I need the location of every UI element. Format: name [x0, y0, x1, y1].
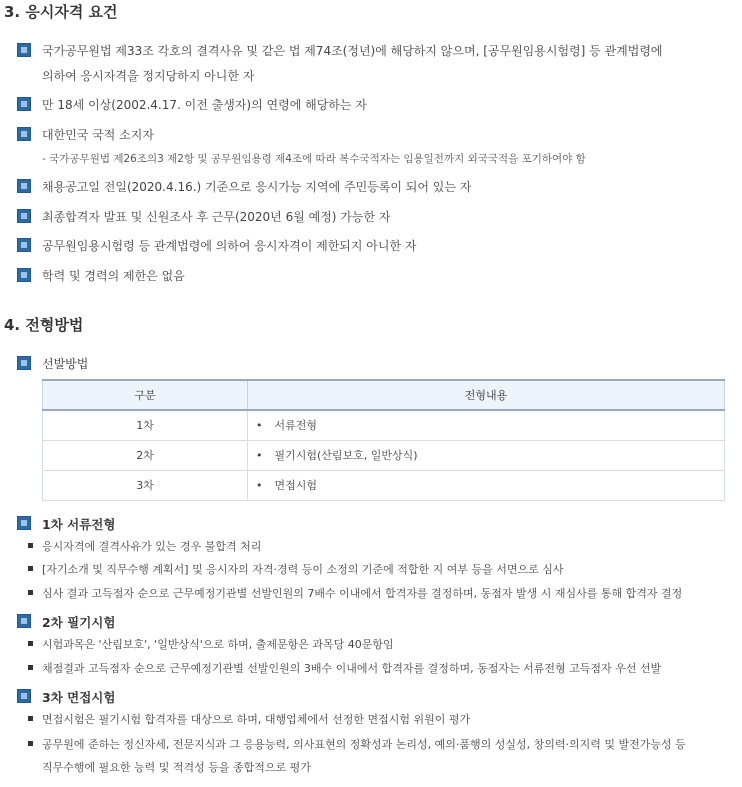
square-bullet-icon — [17, 43, 31, 57]
table-cell-content — [248, 470, 725, 500]
stage-3-title: 3차 면접시험 — [42, 690, 116, 705]
requirement-item-5: 최종합격자 발표 및 신원조사 후 근무(2020년 6월 예정) 가능한 자 — [42, 210, 391, 224]
table-cell-stage: 3차 — [43, 470, 248, 500]
stage-3-bullet-2-line-1: 공무원에 준하는 정신자세, 전문지식과 그 응용능력, 의사표현의 정확성과 논리성, 예의·품행의 성실성, 창의력·의지력 및 발전가능성 등 — [42, 738, 686, 751]
requirement-item-7: 학력 및 경력의 제한은 없음 — [42, 269, 185, 283]
selection-method-label: 선발방법 — [42, 357, 89, 371]
table-row — [43, 440, 725, 470]
square-bullet-icon — [17, 268, 31, 282]
table-cell-content — [248, 410, 725, 440]
stage-3-bullet-2-line-2: 직무수행에 필요한 능력 및 적격성 등을 종합적으로 평가 — [42, 761, 311, 774]
square-bullet-icon — [17, 689, 31, 703]
table-cell-stage: 1차 — [43, 410, 248, 440]
bullet-icon — [28, 641, 33, 646]
stage-1-bullet-1: 응시자격에 결격사유가 있는 경우 불합격 처리 — [42, 540, 262, 553]
requirement-item-6: 공무원임용시험령 등 관계법령에 의하여 응시자격이 제한되지 아니한 자 — [42, 239, 417, 253]
table-cell-content-text: 서류전형 — [274, 419, 318, 433]
table-cell-stage: 2차 — [43, 440, 248, 470]
bullet-icon — [28, 590, 33, 595]
square-bullet-icon — [17, 516, 31, 530]
table-row — [43, 470, 725, 500]
table-row — [43, 410, 725, 440]
square-bullet-icon — [17, 238, 31, 252]
square-bullet-icon — [17, 209, 31, 223]
dot-bullet-icon: • — [256, 479, 263, 492]
table-header-content: 전형내용 — [248, 380, 725, 410]
stage-1-bullet-3: 심사 결과 고득점자 순으로 근무예정기관별 선발인원의 7배수 이내에서 합격자를 결정하며, 동점자 발생 시 재심사를 통해 합격자 결정 — [42, 587, 683, 600]
square-bullet-icon — [17, 356, 31, 370]
requirement-item-3: 대한민국 국적 소지자 — [42, 128, 154, 142]
bullet-icon — [28, 665, 33, 670]
bullet-icon — [28, 716, 33, 721]
bullet-icon — [28, 741, 33, 746]
requirement-item-3-note: - 국가공무원법 제26조의3 제2항 및 공무원임용령 제4조에 따라 복수국적자는 임용일전까지 외국국적을 포기하여야 함 — [42, 153, 586, 165]
requirement-item-1-line-2: 의하여 응시자격을 정지당하지 아니한 자 — [42, 69, 255, 83]
section-4-title: 4. 전형방법 — [4, 316, 84, 334]
selection-table — [42, 379, 725, 501]
table-cell-content — [248, 440, 725, 470]
table-header-stage: 구분 — [43, 380, 248, 410]
requirement-item-1-line-1: 국가공무원법 제33조 각호의 결격사유 및 같은 법 제74조(정년)에 해당하지 않으며, [공무원임용시험령] 등 관계법령에 — [42, 44, 663, 58]
stage-3-bullet-1: 면접시험은 필기시험 합격자를 대상으로 하며, 대행업체에서 선정한 면접시험 위원이 평가 — [42, 713, 471, 726]
dot-bullet-icon: • — [256, 449, 263, 462]
requirement-item-2: 만 18세 이상(2002.4.17. 이전 출생자)의 연령에 해당하는 자 — [42, 98, 367, 112]
square-bullet-icon — [17, 127, 31, 141]
stage-2-title: 2차 필기시험 — [42, 615, 116, 630]
dot-bullet-icon: • — [256, 419, 263, 433]
stage-1-title: 1차 서류전형 — [42, 517, 116, 532]
bullet-icon — [28, 543, 33, 548]
table-cell-content-text: 필기시험(산림보호, 일반상식) — [274, 449, 418, 462]
square-bullet-icon — [17, 179, 31, 193]
stage-2-bullet-2: 채점결과 고득점자 순으로 근무예정기관별 선발인원의 3배수 이내에서 합격자를 결정하며, 동점자는 서류전형 고득점자 우선 선발 — [42, 662, 662, 675]
square-bullet-icon — [17, 614, 31, 628]
square-bullet-icon — [17, 97, 31, 111]
table-cell-content-text: 면접시험 — [274, 479, 318, 492]
stage-1-bullet-2: [자기소개 및 직무수행 계획서] 및 응시자의 자격·경력 등이 소정의 기준에 적합한 지 여부 등을 서면으로 심사 — [42, 563, 564, 576]
requirement-item-4: 채용공고일 전일(2020.4.16.) 기준으로 응시가능 지역에 주민등록이 되어 있는 자 — [42, 180, 472, 194]
bullet-icon — [28, 566, 33, 571]
section-3-title: 3. 응시자격 요건 — [4, 3, 118, 21]
stage-2-bullet-1: 시험과목은 '산림보호', '일반상식'으로 하며, 출제문항은 과목당 40문항임 — [42, 638, 394, 651]
